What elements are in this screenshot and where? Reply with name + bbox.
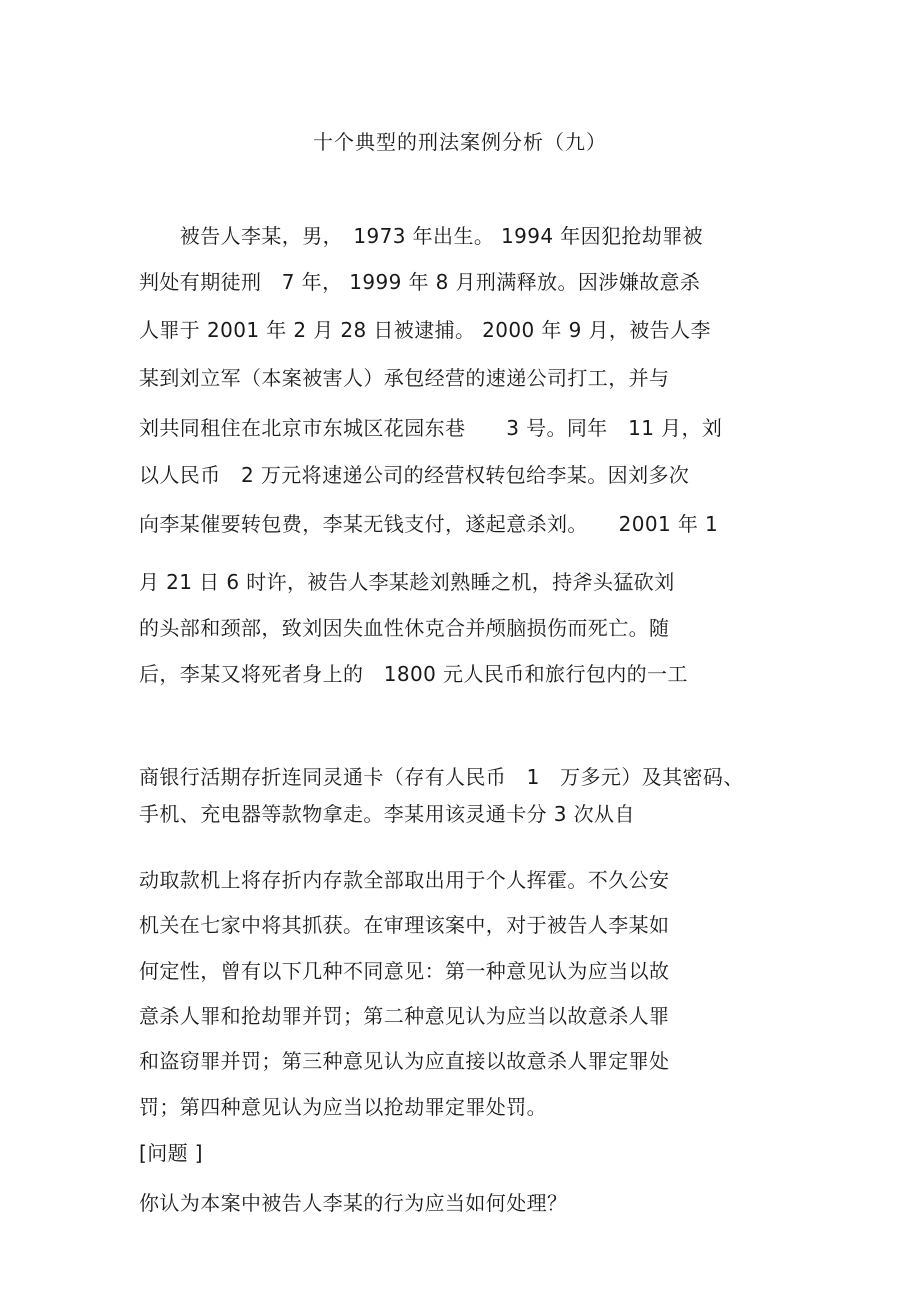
paragraph-line: 人罪于 2001 年 2 月 28 日被逮捕。 2000 年 9 月，被告人李: [139, 318, 711, 342]
paragraph-line: 的头部和颈部，致刘因失血性休克合并颅脑损伤而死亡。随: [139, 616, 670, 640]
paragraph-line: 商银行活期存折连同灵通卡（存有人民币 1 万多元）及其密码、: [139, 765, 744, 789]
paragraph-line: 意杀人罪和抢劫罪并罚；第二种意见认为应当以故意杀人罪: [139, 1004, 670, 1028]
paragraph-line: 罚；第四种意见认为应当以抢劫罪定罪处罚。: [139, 1095, 547, 1119]
paragraph-line: 被告人李某，男， 1973 年出生。 1994 年因犯抢劫罪被: [139, 224, 704, 248]
paragraph-line: 机关在七家中将其抓获。在审理该案中，对于被告人李某如: [139, 913, 670, 937]
paragraph-line: 和盗窃罪并罚；第三种意见认为应直接以故意杀人罪定罪处: [139, 1049, 670, 1073]
document-title: 十个典型的刑法案例分析（九）: [313, 130, 607, 154]
question-text: 你认为本案中被告人李某的行为应当如何处理？: [139, 1191, 568, 1215]
paragraph-line: 某到刘立军（本案被害人）承包经营的速递公司打工，并与: [139, 366, 670, 390]
paragraph-line: 手机、充电器等款物拿走。李某用该灵通卡分 3 次从自: [139, 802, 635, 826]
paragraph-line: 动取款机上将存折内存款全部取出用于个人挥霍。不久公安: [139, 868, 670, 892]
paragraph-line: 月 21 日 6 时许，被告人李某趁刘熟睡之机，持斧头猛砍刘: [139, 570, 675, 594]
question-heading: [问题 ]: [139, 1141, 203, 1165]
paragraph-line: 向李某催要转包费，李某无钱支付，遂起意杀刘。 2001 年 1: [139, 512, 719, 536]
paragraph-line: 刘共同租住在北京市东城区花园东巷 3 号。同年 11 月，刘: [139, 416, 723, 440]
paragraph-line: 何定性，曾有以下几种不同意见：第一种意见认为应当以故: [139, 959, 670, 983]
paragraph-line: 以人民币 2 万元将速递公司的经营权转包给李某。因刘多次: [139, 463, 690, 487]
paragraph-line: 判处有期徒刑 7 年， 1999 年 8 月刑满释放。因涉嫌故意杀: [139, 270, 701, 294]
paragraph-line: 后，李某又将死者身上的 1800 元人民币和旅行包内的一工: [139, 662, 688, 686]
